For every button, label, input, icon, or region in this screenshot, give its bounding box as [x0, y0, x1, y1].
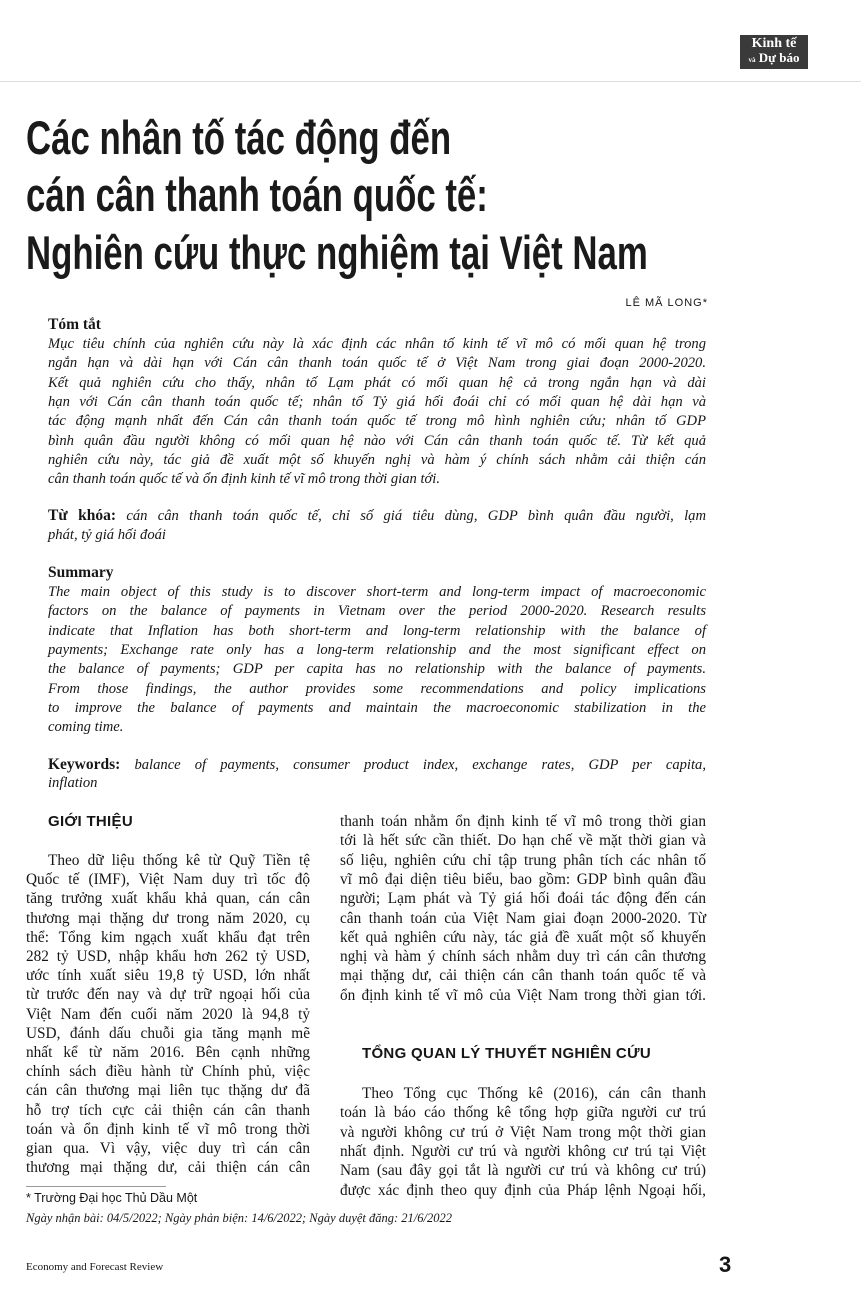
article-title-line-1: Các nhân tố tác động đến — [26, 111, 452, 164]
intro-left-line: cán cân thương mại liên tục thặng dư đã — [26, 1082, 310, 1100]
abs-vi-line: Kết quả nghiên cứu cho thấy, nhân tố Lạm phát có mối quan hệ cả trong ngắn hạn và dài — [48, 374, 706, 391]
keywords-en-label: Keywords: — [48, 756, 121, 773]
keywords-en-line2: inflation — [48, 775, 98, 791]
abs-vi-line: tác động mạnh nhất đến Cán cân thanh toán quốc tế trong mô hình nghiên cứu; nhân tố GDP — [48, 413, 706, 430]
intro-left-line: Quốc tế (IMF), Việt Nam duy trì tốc độ — [26, 871, 310, 889]
intro-right-line: số liệu, nghiên cứu chỉ tập trung phân tích các nhân tố — [340, 851, 706, 869]
intro-heading: GIỚI THIỆU — [48, 813, 133, 830]
abs-en-line: payments; Exchange rate only has a long-term relationship and the most significant effect on — [48, 641, 706, 658]
theory-line: Theo Tổng cục Thống kê (2016), cán cân thanh — [362, 1085, 706, 1102]
article-title-line-3: Nghiên cứu thực nghiệm tại Việt Nam — [26, 226, 648, 279]
journal-logo — [740, 35, 808, 69]
intro-right-line: ổn định kinh tế vĩ mô của Việt Nam trong thời gian tới. — [340, 986, 706, 1004]
keywords-vi-line1 — [48, 507, 706, 525]
abs-en-line: coming time. — [48, 719, 124, 736]
theory-line: toán là báo cáo thống kê tổng hợp giữa người cư trú — [340, 1104, 706, 1122]
abs-vi-line: nghiên cứu này, tác giả đề xuất một số khuyến nghị và hàm ý chính sách nhằm cải thiện cán — [48, 451, 706, 468]
intro-right-line: mại thặng dư, cải thiện cán cân thanh toán quốc tế và — [340, 967, 706, 985]
footnote-rule — [26, 1186, 166, 1187]
abs-en-line: factors on the balance of payments in Vietnam over the period 2000-2020. Research results — [48, 603, 706, 620]
article-dates: Ngày nhận bài: 04/5/2022; Ngày phản biện: 14/6/2022; Ngày duyệt đăng: 21/6/2022 — [26, 1211, 452, 1225]
abs-en-line: to improve the balance of payments and maintain the macroeconomic stabilization in the — [48, 699, 706, 716]
intro-left-line: thương mại thặng dư trong năm 2020, cụ — [26, 909, 310, 927]
page-number: 3 — [719, 1252, 732, 1277]
keywords-vi-text: cán cân thanh toán quốc tế, chỉ số giá tiêu dùng, GDP bình quân đầu người, lạm — [126, 508, 706, 524]
intro-left-line: tăng trưởng xuất khẩu khả quan, cán cân — [26, 890, 310, 908]
intro-left-line: chính sách điều hành từ Chính phủ, việc — [26, 1063, 310, 1081]
logo-text: Dự báo — [758, 50, 800, 65]
logo-text-line1: Kinh tế — [751, 36, 797, 51]
theory-line: nhất định. Người cư trú và người không cư trú tại Việt — [340, 1142, 706, 1160]
intro-right-line: vĩ mô đại diện tiêu biểu, bao gồm: GDP bình quân đầu — [340, 870, 706, 888]
author-name: LÊ MÃ LONG* — [625, 297, 708, 309]
abs-en-line: The main object of this study is to discover short-term and long-term impact of macroeconomic — [48, 584, 706, 600]
theory-line: được xác định theo quy định của Pháp lệnh Ngoại hối, — [340, 1181, 706, 1199]
intro-left-line: USD, đánh dấu chuỗi gia tăng mạnh mẽ — [26, 1024, 310, 1042]
intro-right-line: kết quả nghiên cứu này, tác giả đề xuất một số khuyến — [340, 928, 706, 946]
theory-line: Nam (sau đây gọi tắt là người cư trú và không cư trú) — [340, 1162, 706, 1180]
intro-left-line: 282 tỷ USD, nhập khẩu hơn 262 tỷ USD, — [26, 948, 310, 965]
article-title-line-2: cán cân thanh toán quốc tế: — [26, 168, 488, 221]
abs-en-line: the balance of payments; GDP per capita has no relationship with the balance of payments. — [48, 661, 706, 678]
abs-vi-line: bình quân đầu người không có mối quan hệ nào với Cán cân thanh toán quốc tế. Từ kết quả — [48, 432, 706, 449]
abstract-heading: Tóm tắt — [48, 316, 101, 333]
abs-vi-line: cân thanh toán quốc tế và ổn định kinh tế vĩ mô trong thời gian tới. — [48, 471, 440, 488]
intro-left-line: toán và ổn định kinh tế vĩ mô trong thời — [26, 1120, 310, 1138]
header-divider — [0, 81, 861, 82]
intro-right-line: nghị và hàm ý chính sách nhằm duy trì cán cân thương — [340, 948, 706, 966]
intro-left-line: gian qua. Vì vậy, việc duy trì cán cân — [26, 1140, 310, 1157]
theory-line: và người không cư trú ở Việt Nam trong một thời gian — [340, 1123, 706, 1141]
summary-heading: Summary — [48, 564, 114, 581]
intro-left-line: ước tính xuất siêu 19,8 tỷ USD, lớn nhất — [26, 967, 310, 985]
intro-right-line: cân thanh toán của Việt Nam giai đoạn 2000-2020. Từ — [340, 909, 706, 927]
intro-left-line: từ trước đến nay và dự trữ ngoại hối của — [26, 986, 310, 1004]
abs-vi-line: Mục tiêu chính của nghiên cứu này là xác định các nhân tố kinh tế vĩ mô có mối quan hệ trong — [48, 336, 706, 352]
keywords-vi-label: Từ khóa: — [48, 507, 117, 524]
intro-left-line: hỗ trợ tích cực cải thiện cán cân thanh — [26, 1101, 310, 1119]
intro-left-line: nhất kể từ năm 2016. Bên cạnh những — [26, 1044, 310, 1061]
abs-en-line: From those findings, the author provides some recommendations and policy implications — [48, 680, 706, 697]
intro-right-line: người; Lạm phát và Tỷ giá hối đoái tác động đến cán — [340, 890, 706, 908]
logo-text-line2 — [740, 51, 808, 67]
author-affiliation: * Trường Đại học Thủ Dầu Một — [26, 1191, 198, 1205]
intro-right-line: thanh toán nhằm ổn định kinh tế vĩ mô trong thời gian — [340, 813, 706, 830]
intro-left-line: Theo dữ liệu thống kê từ Quỹ Tiền tệ — [48, 852, 310, 869]
theory-heading: TỔNG QUAN LÝ THUYẾT NGHIÊN CỨU — [362, 1045, 651, 1062]
abs-vi-line: hạn với Cán cân thanh toán quốc tế; nhân tố Tỷ giá hối đoái chỉ có mối quan hệ dài hạn và — [48, 393, 706, 410]
keywords-en-line1 — [48, 756, 706, 774]
intro-left-line: Việt Nam đến cuối năm 2020 là 94,8 tỷ — [26, 1005, 310, 1023]
intro-left-line: thương mại thặng dư, cải thiện cán cân — [26, 1159, 310, 1177]
keywords-en-text: balance of payments, consumer product index, exchange rates, GDP per capita, — [134, 757, 706, 773]
keywords-vi-line2: phát, tỷ giá hối đoái — [48, 527, 166, 543]
abs-en-line: indicate that Inflation has both short-term and long-term relationship with the balance of — [48, 622, 706, 639]
intro-left-line: thể: Tổng kim ngạch xuất khẩu đạt trên — [26, 928, 310, 946]
logo-small-text: và — [748, 56, 756, 64]
journal-name: Economy and Forecast Review — [26, 1261, 164, 1273]
intro-right-line: tới là hết sức cần thiết. Do hạn chế về mặt thời gian và — [340, 832, 706, 850]
abs-vi-line: ngắn hạn và dài hạn với Cán cân thanh toán quốc tế ở Việt Nam trong giai đoạn 2000-2020. — [48, 355, 706, 372]
